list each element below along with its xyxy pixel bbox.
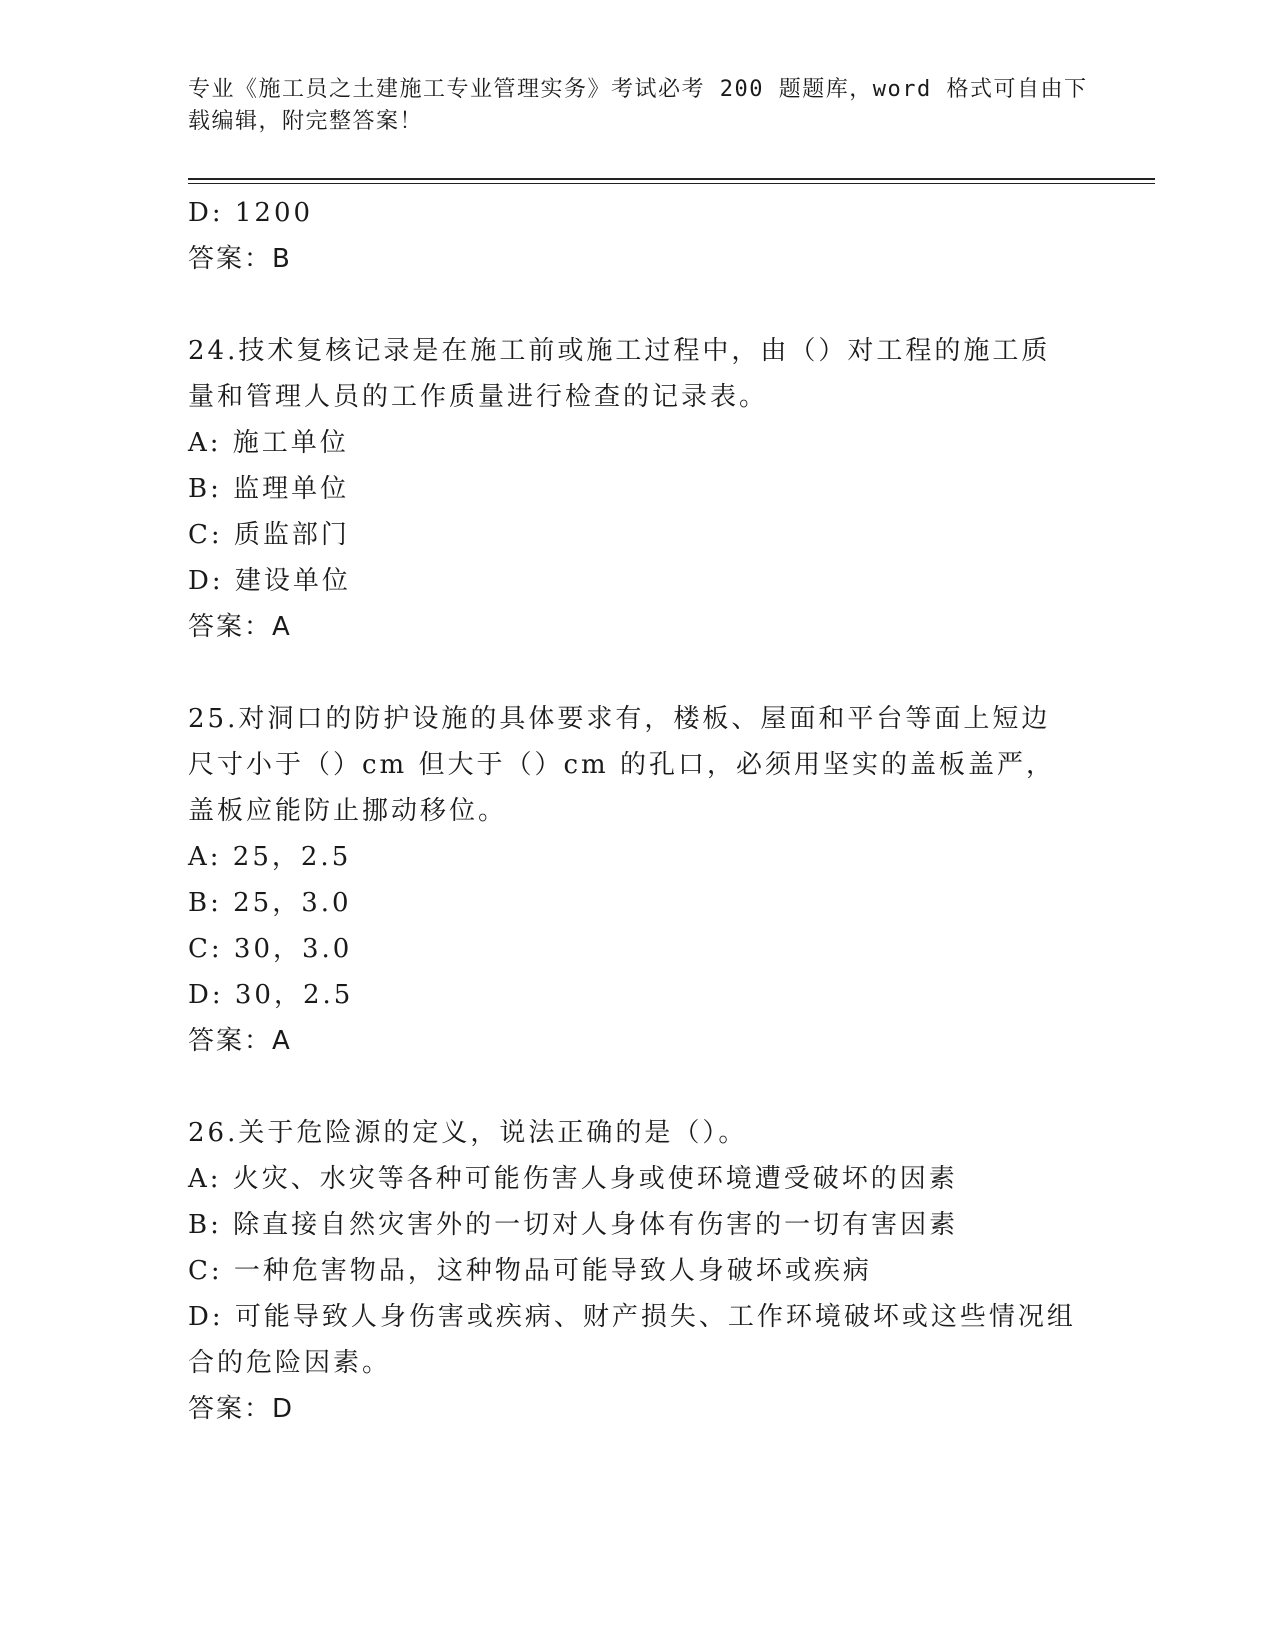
option-b: B: 监理单位	[188, 474, 350, 504]
question-stem: 24.技术复核记录是在施工前或施工过程中，由（）对工程的施工质量和管理人员的工作质量进行检查的记录表。	[188, 336, 1051, 412]
option-a: A: 施工单位	[188, 428, 349, 458]
question-stem: 25.对洞口的防护设施的具体要求有，楼板、屋面和平台等面上短边尺寸小于（）cm 但大于（）cm 的孔口，必须用坚实的盖板盖严，盖板应能防止挪动移位。	[188, 704, 1055, 826]
answer-line: 答案：A	[188, 1026, 292, 1056]
answer-line: 答案：A	[188, 612, 292, 642]
option-c: C: 一种危害物品，这种物品可能导致人身破坏或疾病	[188, 1256, 872, 1286]
option-d: D: 1200	[188, 198, 314, 228]
option-d: D: 建设单位	[188, 566, 351, 596]
option-c: C: 30，3.0	[188, 934, 353, 964]
option-d: D: 可能导致人身伤害或疾病、财产损失、工作环境破坏或这些情况组合的危险因素。	[188, 1302, 1076, 1378]
option-a: A: 25，2.5	[188, 842, 352, 872]
spacer	[188, 1064, 1078, 1110]
option-a: A: 火灾、水灾等各种可能伤害人身或使环境遭受破坏的因素	[188, 1164, 958, 1194]
answer-line: 答案：B	[188, 244, 292, 274]
question-block-24	[188, 328, 1078, 650]
header-rule-thin	[188, 183, 1155, 184]
spacer	[188, 282, 1078, 328]
question-stem: 26.关于危险源的定义，说法正确的是（）。	[188, 1118, 748, 1148]
question-list	[188, 190, 1078, 1432]
question-block-25	[188, 696, 1078, 1064]
option-c: C: 质监部门	[188, 520, 350, 550]
header-title: 专业《施工员之土建施工专业管理实务》考试必考 200 题题库，word 格式可自由下载编辑，附完整答案！	[188, 77, 1088, 134]
spacer	[188, 650, 1078, 696]
option-d: D: 30，2.5	[188, 980, 354, 1010]
question-block-23	[188, 190, 1078, 282]
header-rule-thick	[188, 178, 1155, 180]
answer-line: 答案：D	[188, 1394, 295, 1424]
document-header	[188, 74, 1088, 138]
option-b: B: 25，3.0	[188, 888, 352, 918]
option-b: B: 除直接自然灾害外的一切对人身体有伤害的一切有害因素	[188, 1210, 959, 1240]
question-block-26	[188, 1110, 1078, 1432]
